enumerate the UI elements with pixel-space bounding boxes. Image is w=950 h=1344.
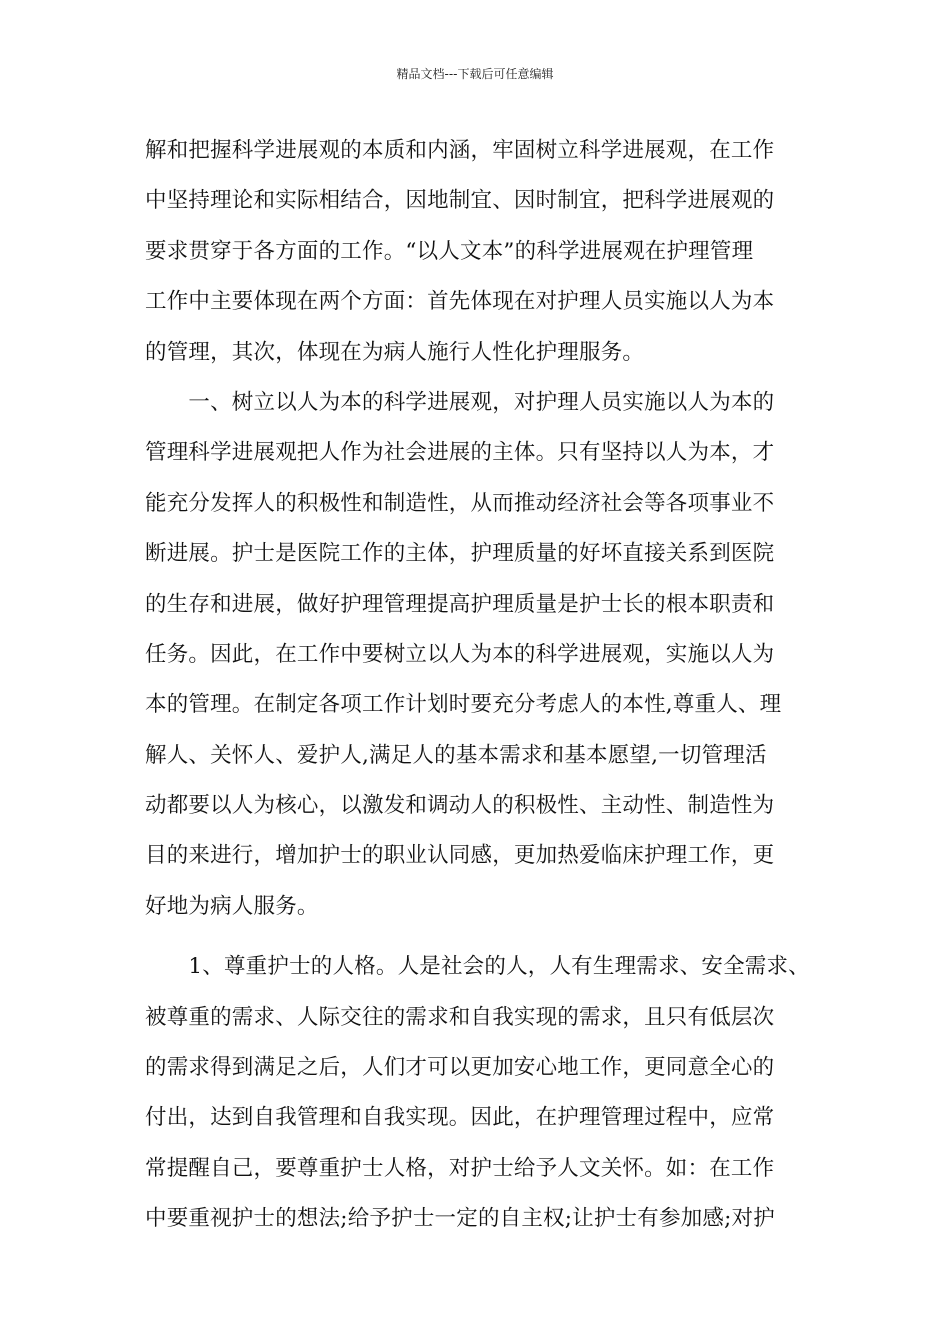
text-line: 能充分发挥人的积极性和制造性，从而推动经济社会等各项事业不	[145, 490, 775, 516]
text-line: 动都要以人为核心，以激发和调动人的积极性、主动性、制造性为	[145, 793, 775, 819]
text-line: 1、尊重护士的人格。人是社会的人，人有生理需求、安全需求、	[145, 954, 810, 980]
text-line: 的管理，其次，体现在为病人施行人性化护理服务。	[145, 339, 645, 365]
text-line: 本的管理。在制定各项工作计划时要充分考虑人的本性,尊重人、理	[145, 692, 782, 718]
text-line: 付出，达到自我管理和自我实现。因此，在护理管理过程中，应常	[145, 1105, 775, 1131]
text-line: 中要重视护士的想法;给予护士一定的自主权;让护士有参加感;对护	[145, 1206, 775, 1232]
paragraph-1	[145, 126, 810, 378]
text-line: 要求贯穿于各方面的工作。“以人文本”的科学进展观在护理管理	[145, 238, 754, 264]
text-line: 任务。因此，在工作中要树立以人为本的科学进展观，实施以人为	[145, 641, 775, 667]
text-line: 好地为病人服务。	[145, 893, 319, 919]
text-line: 解人、关怀人、爱护人,满足人的基本需求和基本愿望,一切管理活	[145, 742, 767, 768]
text-line: 工作中主要体现在两个方面：首先体现在对护理人员实施以人为本	[145, 289, 775, 315]
text-line: 一、树立以人为本的科学进展观，对护理人员实施以人为本的	[145, 389, 775, 415]
text-line: 常提醒自己，要尊重护士人格，对护士给予人文关怀。如：在工作	[145, 1155, 775, 1181]
text-line: 解和把握科学进展观的本质和内涵，牢固树立科学进展观，在工作	[145, 138, 775, 163]
document-body	[145, 126, 810, 1245]
text-line: 的需求得到满足之后，人们才可以更加安心地工作，更同意全心的	[145, 1055, 775, 1081]
text-line: 的生存和进展，做好护理管理提高护理质量是护士长的根本职责和	[145, 591, 775, 617]
text-line: 目的来进行，增加护士的职业认同感，更加热爱临床护理工作，更	[145, 843, 775, 869]
text-line: 中坚持理论和实际相结合，因地制宜、因时制宜，把科学进展观的	[145, 188, 775, 214]
page-header: 精品文档---下载后可任意编辑	[396, 67, 554, 81]
paragraph-gap	[145, 932, 810, 942]
text-line: 管理科学进展观把人作为社会进展的主体。只有坚持以人为本，才	[145, 440, 775, 466]
paragraph-2	[145, 378, 810, 932]
paragraph-3	[145, 942, 810, 1244]
text-line: 断进展。护士是医院工作的主体，护理质量的好坏直接关系到医院	[145, 541, 775, 567]
text-line: 被尊重的需求、人际交往的需求和自我实现的需求，且只有低层次	[145, 1004, 775, 1030]
